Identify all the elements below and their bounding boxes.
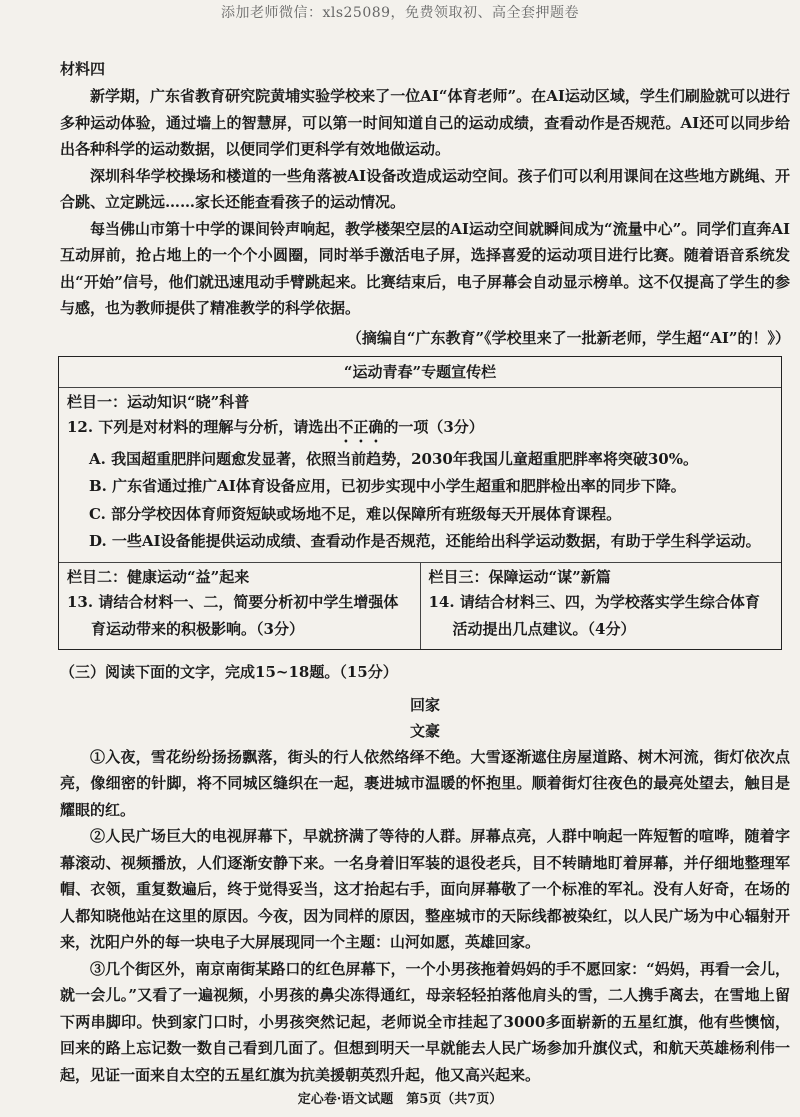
story-paragraph-2: ②人民广场巨大的电视屏幕下，早就挤满了等待的人群。屏幕点亮，人群中响起一阵短暂的喧哗，随着字幕滚动、视频播放，人们逐渐安静下来。一名身着旧军装的退役老兵，目不转睛地盯着屏幕，并仔细地整理军帽、衣领，重复数遍后，终于觉得妥当，这才抬起右手，面向屏幕敬了一个标准的军礼。没有人好奇，在场的人都知晓他站在这里的原因。今夜，因为同样的原因，整座城市的天际线都被染红，以人民广场为中心辐射开来，沈阳户外的每一块电子大屏展现同一个主题：山河如愿，英雄回家。	[60, 827, 790, 951]
option-a: A. 我国超重肥胖问题愈发显著，依照当前趋势，2030年我国儿童超重肥胖率将突破30%。	[89, 449, 698, 468]
story-author: 文豪	[409, 721, 440, 740]
story-paragraph-1: ①入夜，雪花纷纷扬扬飘落，街头的行人依然络绎不绝。大雪逐渐遮住房屋道路、树木河流，街灯依次点亮，像细密的针脚，将不同城区缝织在一起，裹进城市温暖的怀抱里。顺着街灯往夜色的最亮处望去，触目是耀眼的红。	[60, 747, 790, 819]
question-12-prefix: 12. 下列是对材料的理解与分析，请选出	[67, 417, 339, 436]
box-title: “运动青春”专题宣传栏	[59, 357, 781, 388]
material4-paragraph-1: 新学期，广东省教育研究院黄埔实验学校来了一位AI“体育老师”。在AI运动区域，学生们刷脸就可以进行多种运动体验，通过墙上的智慧屏，可以第一时间知道自己的运动成绩，查看动作是否规范。AI还可以同步给出各种科学的运动数据，以便同学们更科学有效地做运动。	[60, 87, 790, 158]
option-c: C. 部分学校因体育师资短缺或场地不足，难以保障所有班级每天开展体育课程。	[89, 504, 622, 523]
column-three	[420, 563, 782, 649]
column-three-heading: 栏目三：保障运动“谋”新篇	[428, 567, 611, 586]
material4-paragraph-2: 深圳科华学校操场和楼道的一些角落被AI设备改造成运动空间。孩子们可以利用课间在这些地方跳绳、开合跳、立定跳远……家长还能查看孩子的运动情况。	[60, 166, 790, 211]
question-12-emphasis: 不正确	[338, 417, 384, 436]
question-12	[67, 414, 773, 446]
column-two	[59, 563, 420, 649]
column-two-heading: 栏目二：健康运动“益”起来	[67, 567, 250, 586]
material4-source: （摘编自“广东教育”《学校里来了一批新老师，学生超“AI”的！》）	[346, 328, 790, 347]
column-one-heading: 栏目一：运动知识“晓”科普	[67, 392, 250, 411]
question-12-suffix: 的一项（3分）	[383, 417, 484, 436]
columns-two-three	[59, 562, 781, 649]
publicity-column-box	[58, 356, 782, 650]
column-one	[59, 388, 781, 562]
watermark-text: 添加老师微信：xls25089，免费领取初、高全套押题卷	[220, 5, 580, 21]
question-14: 14. 请结合材料三、四，为学校落实学生综合体育活动提出几点建议。（4分）	[428, 592, 760, 638]
material4-paragraph-3: 每当佛山市第十中学的课间铃声响起，教学楼架空层的AI运动空间就瞬间成为“流量中心”。同学们直奔AI互动屏前，抢占地上的一个个小圆圈，同时举手激活电子屏，选择喜爱的运动项目进行比赛。随着语音系统发出“开始”信号，他们就迅速甩动手臂跳起来。比赛结束后，电子屏幕会自动显示榜单。这不仅提高了学生的参与感，也为教师提供了精准教学的科学依据。	[60, 219, 790, 317]
question-13: 13. 请结合材料一、二，简要分析初中学生增强体育运动带来的积极影响。（3分）	[67, 592, 399, 638]
exam-page	[60, 58, 790, 1088]
part3-heading: （三）阅读下面的文字，完成15~18题。（15分）	[60, 662, 398, 681]
option-b: B. 广东省通过推广AI体育设备应用，已初步实现中小学生超重和肥胖检出率的同步下降。	[89, 477, 686, 495]
story-title: 回家	[409, 695, 440, 714]
option-d: D. 一些AI设备能提供运动成绩、查看动作是否规范，还能给出科学运动数据，有助于学生科学运动。	[89, 532, 761, 550]
story-paragraph-3: ③几个街区外，南京南街某路口的红色屏幕下，一个小男孩拖着妈妈的手不愿回家：“妈妈，再看一会儿，就一会儿。”又看了一遍视频，小男孩的鼻尖冻得通红，母亲轻轻拍落他肩头的雪，二人携手离去，在雪地上留下两串脚印。快到家门口时，小男孩突然记起，老师说全市挂起了3000多面崭新的五星红旗，他有些懊恼，回来的路上忘记数一数自己看到几面了。但想到明天一早就能去人民广场参加升旗仪式，和航天英雄杨利伟一起，见证一面来自太空的五星红旗为抗美援朝英烈升起，他又高兴起来。	[60, 959, 790, 1084]
material4-heading: 材料四	[60, 60, 106, 78]
page-footer: 定心卷·语文试题 第5页（共7页）	[297, 1092, 503, 1107]
